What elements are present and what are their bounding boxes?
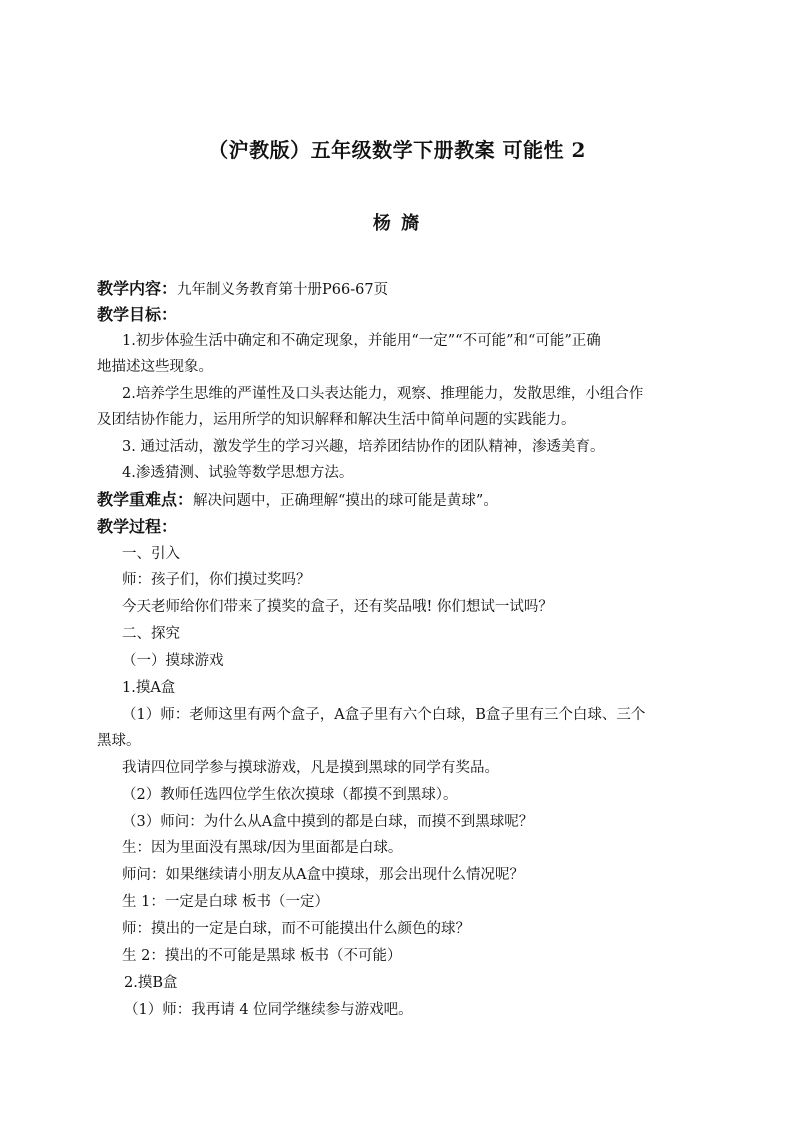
objective-line: 地描述这些现象。 <box>97 359 213 375</box>
process-line: 二、探究 <box>122 626 180 642</box>
process-line: 今天老师给你们带来了摸奖的盒子，还有奖品哦! 你们想试一试吗？ <box>122 599 553 615</box>
process-line: 1.摸A盒 <box>122 680 176 696</box>
process-line: 黑球。 <box>97 733 141 749</box>
content-row <box>97 279 388 300</box>
process-line: 2.摸B盒 <box>124 975 178 991</box>
objectives-heading: 教学目标： <box>97 305 178 324</box>
process-line: 我请四位同学参与摸球游戏，凡是摸到黑球的同学有奖品。 <box>122 760 499 776</box>
key-points-value: 解决问题中，正确理解“摸出的球可能是黄球”。 <box>193 493 498 509</box>
content-value: 九年制义务教育第十册P66-67页 <box>177 282 389 298</box>
process-line: 生：因为里面没有黑球/因为里面都是白球。 <box>122 840 403 856</box>
objective-line: 3. 通过活动，激发学生的学习兴趣，培养团结协作的团队精神，渗透美育。 <box>122 439 605 455</box>
author-name: 杨 旖 <box>372 213 422 234</box>
process-line: 生 2：摸出的不可能是黑球 板书（不可能） <box>122 948 402 964</box>
key-points-label: 教学重难点： <box>97 490 194 509</box>
objective-line: 1.初步体验生活中确定和不确定现象，并能用“一定”“不可能”和“可能”正确 <box>122 333 601 349</box>
process-line: （2）教师任选四位学生依次摸球（都摸不到黑球）。 <box>122 787 458 803</box>
process-line: （1）师：老师这里有两个盒子，A盒子里有六个白球，B盒子里有三个白球、三个 <box>122 707 646 723</box>
document-title: （沪教版）五年级数学下册教案 可能性 2 <box>208 138 586 162</box>
process-line: （一）摸球游戏 <box>122 653 224 669</box>
content-label: 教学内容： <box>97 279 178 298</box>
key-points-row <box>97 490 498 511</box>
process-line: 生 1：一定是白球 板书（一定） <box>122 894 329 910</box>
process-line: 一、引入 <box>122 546 180 562</box>
objective-line: 2.培养学生思维的严谨性及口头表达能力，观察、推理能力，发散思维，小组合作 <box>122 386 644 402</box>
objective-line: 及团结协作能力，运用所学的知识解释和解决生活中简单问题的实践能力。 <box>97 412 576 428</box>
process-line: 师：摸出的一定是白球，而不可能摸出什么颜色的球？ <box>122 921 470 937</box>
process-heading: 教学过程： <box>97 517 178 536</box>
objective-line: 4.渗透猜测、试验等数学思想方法。 <box>122 465 354 481</box>
process-line: （1）师：我再请 4 位同学继续参与游戏吧。 <box>124 1002 413 1018</box>
process-line: （3）师问：为什么从A盒中摸到的都是白球，而摸不到黑球呢？ <box>122 814 534 830</box>
process-line: 师：孩子们，你们摸过奖吗？ <box>122 572 311 588</box>
process-line: 师问：如果继续请小朋友从A盒中摸球，那会出现什么情况呢？ <box>122 867 524 883</box>
